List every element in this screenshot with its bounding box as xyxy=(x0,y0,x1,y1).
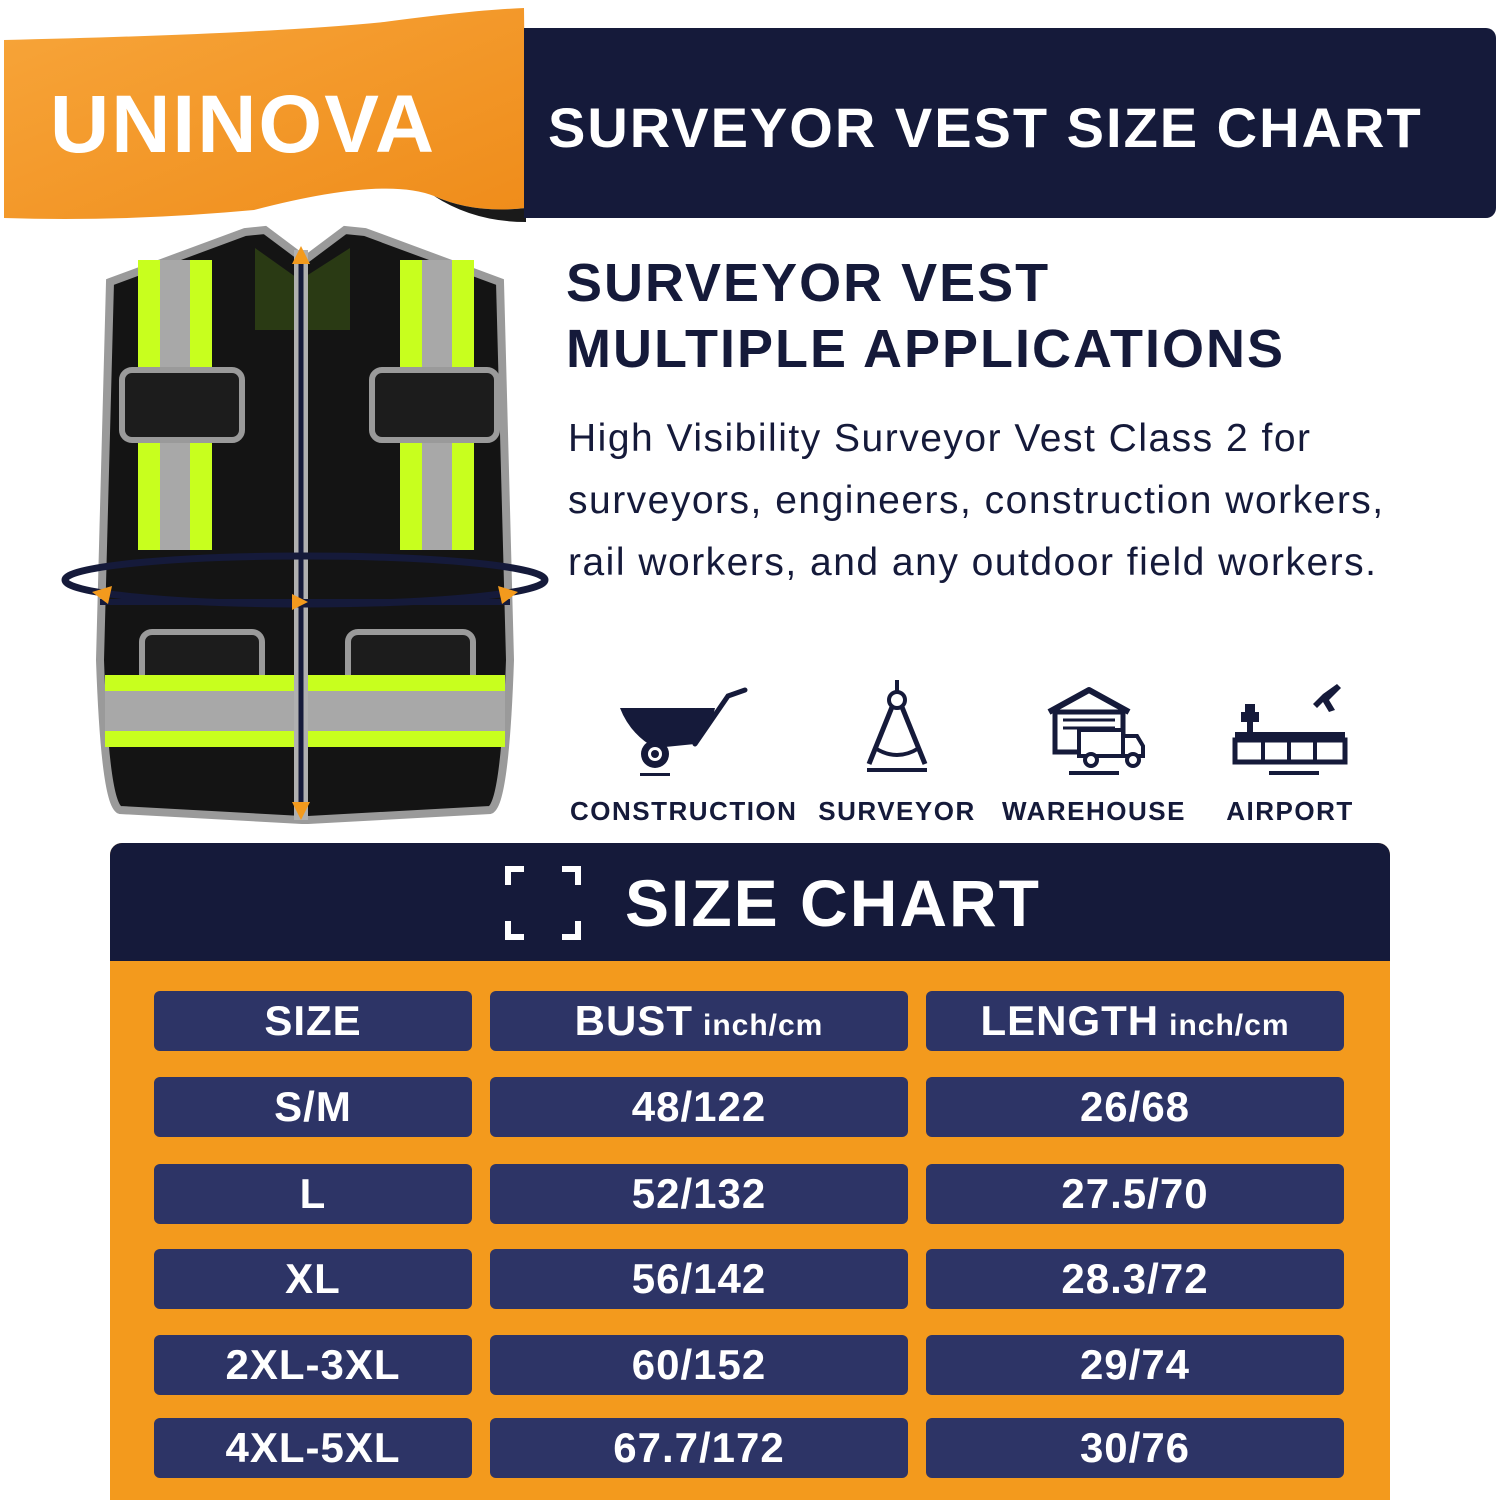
bust-cell: 60/152 xyxy=(490,1335,908,1395)
application-label: SURVEYOR xyxy=(818,796,976,826)
intro-heading xyxy=(566,250,1466,382)
bust-cell: 67.7/172 xyxy=(490,1418,908,1478)
warehouse-truck-icon xyxy=(1039,676,1149,776)
application-label: CONSTRUCTION xyxy=(570,796,798,826)
size-chart-title: SIZE CHART xyxy=(625,866,1041,940)
size-cell: 2XL-3XL xyxy=(154,1335,472,1395)
application-label: WAREHOUSE xyxy=(1002,796,1186,826)
length-cell: 29/74 xyxy=(926,1335,1344,1395)
bust-cell: 48/122 xyxy=(490,1077,908,1137)
measure-brackets-icon xyxy=(504,865,582,941)
compass-icon xyxy=(847,676,947,776)
length-cell: 26/68 xyxy=(926,1077,1344,1137)
length-cell: 30/76 xyxy=(926,1418,1344,1478)
column-header-size: SIZE xyxy=(154,991,472,1051)
intro-body: High Visibility Surveyor Vest Class 2 for surveyors, engineers, construction workers, rail workers, and any outdoor field workers. xyxy=(568,417,1385,584)
column-header-bust-label: BUST xyxy=(574,997,693,1044)
application-construction xyxy=(570,676,798,836)
column-header-bust xyxy=(490,991,908,1051)
application-warehouse xyxy=(984,676,1204,836)
column-header-bust-unit: inch/cm xyxy=(702,1009,824,1042)
size-cell: S/M xyxy=(154,1077,472,1137)
airport-icon xyxy=(1225,676,1355,776)
bust-cell: 56/142 xyxy=(490,1249,908,1309)
size-cell: XL xyxy=(154,1249,472,1309)
size-cell: 4XL-5XL xyxy=(154,1418,472,1478)
column-header-length-unit: inch/cm xyxy=(1169,1009,1290,1042)
application-airport xyxy=(1180,676,1400,836)
application-surveyor xyxy=(787,676,1007,836)
intro-heading-line-2: MULTIPLE APPLICATIONS xyxy=(566,319,1285,379)
intro-heading-line-1: SURVEYOR VEST xyxy=(566,253,1051,313)
page-title: SURVEYOR VEST SIZE CHART xyxy=(548,96,1423,159)
size-cell: L xyxy=(154,1164,472,1224)
length-cell: 27.5/70 xyxy=(926,1164,1344,1224)
brand-logo-text: UNINOVA xyxy=(50,79,437,170)
bust-cell: 52/132 xyxy=(490,1164,908,1224)
wheelbarrow-icon xyxy=(610,676,750,776)
vest-illustration xyxy=(50,220,560,830)
column-header-length xyxy=(926,991,1344,1051)
application-label: AIRPORT xyxy=(1226,796,1354,826)
size-chart xyxy=(110,843,1390,1500)
column-header-length-label: LENGTH xyxy=(980,997,1160,1044)
length-cell: 28.3/72 xyxy=(926,1249,1344,1309)
